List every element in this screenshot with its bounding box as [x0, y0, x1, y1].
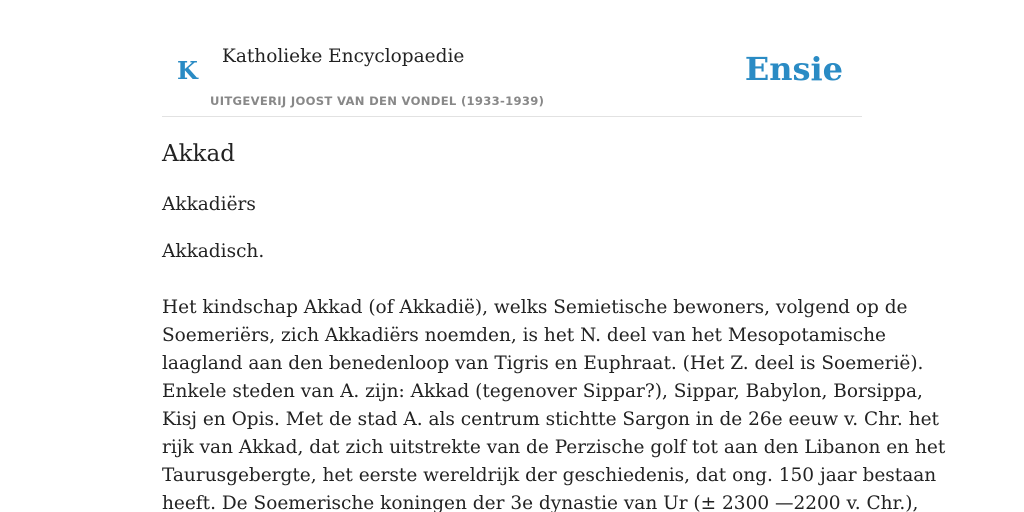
body-line: Het kindschap Akkad (of Akkadië), welks Semietische bewoners, volgend op de: [162, 297, 908, 318]
body-line: Soemeriërs, zich Akkadiërs noemden, is het N. deel van het Mesopotamische: [162, 325, 886, 346]
encyclopedia-logo[interactable]: K: [177, 56, 198, 85]
body-line: Taurusgebergte, het eerste wereldrijk der geschiedenis, dat ong. 150 jaar bestaan: [162, 465, 937, 486]
body-line: laagland aan den benedenloop van Tigris en Euphraat. (Het Z. deel is Soemerië).: [162, 353, 924, 374]
entry-title: Akkad: [162, 141, 235, 167]
source-publisher: UITGEVERIJ JOOST VAN DEN VONDEL (1933-1939): [210, 94, 545, 108]
body-line: Enkele steden van A. zijn: Akkad (tegenover Sippar?), Sippar, Babylon, Borsippa,: [162, 381, 923, 402]
entry-content: [162, 138, 946, 512]
entry-variant: Akkadisch.: [162, 241, 265, 262]
entry-body: [162, 294, 946, 512]
ensie-brand-logo[interactable]: Ensie: [744, 50, 843, 88]
body-line: heeft. De Soemerische koningen der 3e dynastie van Ur (± 2300 —2200 v. Chr.),: [162, 493, 919, 512]
site-header: [162, 0, 862, 117]
body-line: Kisj en Opis. Met de stad A. als centrum stichtte Sargon in de 26e eeuw v. Chr. het: [162, 409, 939, 430]
entry-variant: Akkadiërs: [162, 194, 256, 215]
body-line: rijk van Akkad, dat zich uitstrekte van de Perzische golf tot aan den Libanon en het: [162, 437, 946, 458]
source-title[interactable]: Katholieke Encyclopaedie: [222, 46, 465, 67]
